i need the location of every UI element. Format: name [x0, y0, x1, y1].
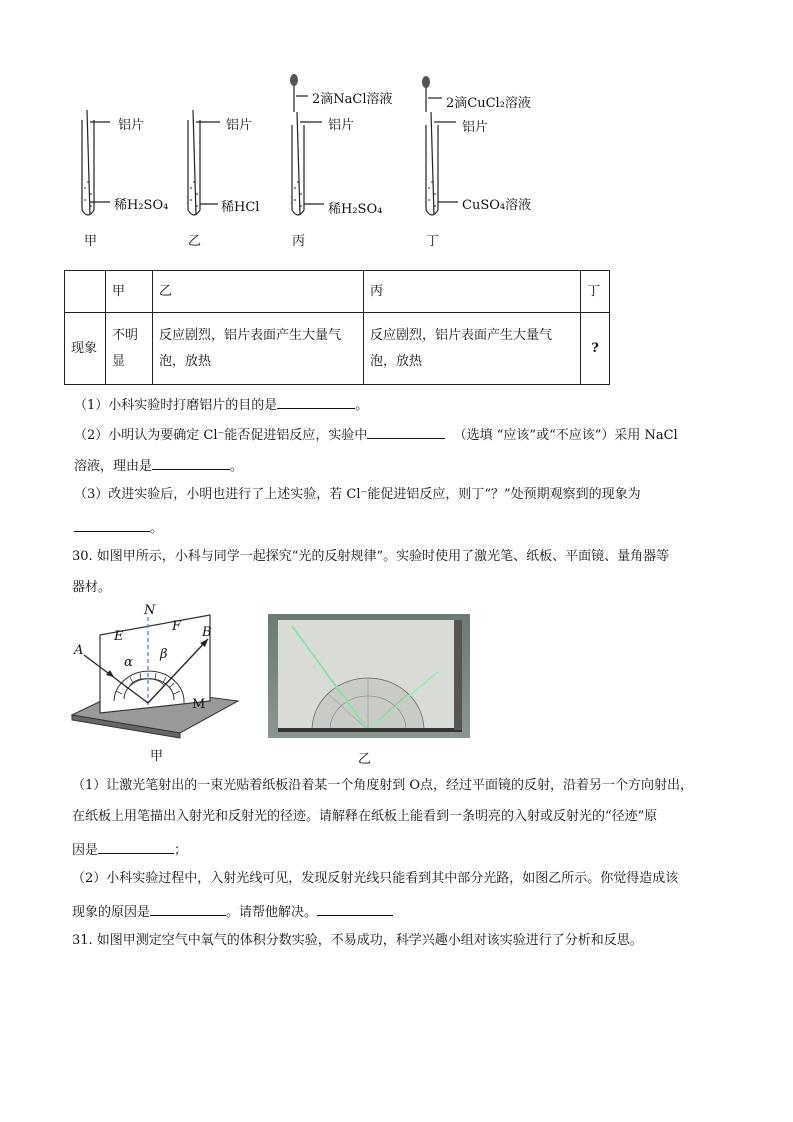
answer-blank[interactable]	[317, 902, 393, 916]
label-M: M	[192, 697, 206, 712]
table-cell: 不明显	[106, 313, 153, 385]
label-N: N	[144, 603, 156, 618]
q29-part2-end: 。	[230, 459, 244, 474]
q30-part1-text-c: 因是	[72, 843, 99, 858]
table-header-cell	[65, 271, 106, 313]
answer-blank[interactable]	[150, 902, 226, 916]
q30-intro-line1: 30. 如图甲所示，小科与同学一起探究“光的反射规律”。实验时使用了激光笔、纸板、平面镜、量角器等	[72, 549, 670, 564]
tube1-top-label: 铝片	[118, 118, 145, 133]
table-row	[65, 313, 610, 385]
tube1-tag: 甲	[84, 234, 98, 249]
q29-part3-text: （3）改进实验后，小明也进行了上述实验，若 Cl⁻能促进铝反应，则丁“？”处预期观察到的现象为	[74, 487, 641, 502]
label-A: A	[74, 643, 84, 658]
table-header-cell: 甲	[106, 271, 153, 313]
tube3-dropper-label: 2滴NaCl溶液	[312, 92, 393, 107]
table-cell: 反应剧烈，铝片表面产生大量气泡，放热	[153, 313, 364, 385]
label-B: B	[202, 625, 212, 640]
fig2-caption: 乙	[358, 752, 372, 767]
photo-image	[268, 614, 470, 738]
tube4-top-label: 铝片	[462, 120, 489, 135]
q30-part1-line1: （1）让激光笔射出的一束光贴着纸板沿着某一个角度射到 O点，经过平面镜的反射，沿着另一个方向射出，	[72, 778, 694, 793]
tube4-dropper-label: 2滴CuCl₂溶液	[446, 96, 531, 111]
q30-part1-line3	[72, 840, 187, 859]
label-beta: β	[160, 647, 168, 662]
tube3-tag: 丙	[292, 234, 306, 249]
table-header-cell: 丁	[581, 271, 610, 313]
fig1-caption: 甲	[150, 749, 164, 764]
table-header-cell: 丙	[364, 271, 581, 313]
tube2-bottom-label: 稀HCl	[221, 200, 260, 215]
q29-part2-cont	[74, 456, 243, 475]
answer-blank[interactable]	[74, 518, 150, 532]
tube4-tag: 丁	[426, 234, 440, 249]
q30-part2-line2	[72, 902, 393, 921]
tube2-top-label: 铝片	[226, 118, 253, 133]
q29-part3	[74, 487, 641, 503]
q29-part1-text: （1）小科实验时打磨铝片的目的是	[74, 398, 278, 413]
q30-part2-mid: 。请帮他解决。	[226, 905, 318, 920]
table-header-cell: 乙	[153, 271, 364, 313]
tube1-bottom-label: 稀H₂SO₄	[114, 198, 169, 213]
tube4-bottom-label: CuSO₄溶液	[462, 198, 532, 213]
row-label-cell: 现象	[65, 313, 106, 385]
table-cell: 反应剧烈，铝片表面产生大量气泡，放热	[364, 313, 581, 385]
table-cell: ?	[581, 313, 610, 385]
q30-intro-line2: 器材。	[72, 580, 112, 595]
answer-blank[interactable]	[367, 425, 445, 439]
q29-part1-end: 。	[355, 398, 369, 413]
answer-blank[interactable]	[277, 395, 355, 409]
tube3-top-label: 铝片	[328, 118, 355, 133]
photo-figure	[268, 614, 470, 767]
q30-part2-line1: （2）小科实验过程中，入射光线可见，发现反射光线只能看到其中部分光路，如图乙所示。你觉得造成该	[72, 871, 679, 886]
q31-intro: 31. 如图甲测定空气中氧气的体积分数实验，不易成功，科学兴趣小组对该实验进行了分析和反思。	[72, 933, 643, 948]
label-F: F	[172, 619, 182, 634]
q30-part1-line2: 在纸板上用笔描出入射光和反射光的径迹。请解释在纸板上能看到一条明亮的入射或反射光的“径迹”原	[72, 809, 658, 824]
answer-blank[interactable]	[98, 840, 174, 854]
mirror-figure	[70, 605, 250, 765]
q30-part1-end: ；	[174, 843, 188, 858]
q29-part2-text-c: 溶液，理由是	[74, 459, 153, 474]
q29-part2-text-a: （2）小明认为要确定 Cl⁻能否促进铝反应，实验中	[74, 428, 368, 443]
q29-part1	[74, 395, 368, 414]
answer-blank[interactable]	[152, 456, 230, 470]
label-E: E	[114, 629, 124, 644]
label-alpha: α	[124, 655, 133, 670]
results-table	[64, 270, 610, 385]
q29-part2-text-b: （选填 “应该”或“不应该”）采用 NaCl	[453, 428, 678, 443]
q29-part2	[74, 425, 678, 444]
q29-part3-cont	[74, 518, 163, 537]
test-tube-figure	[60, 70, 580, 255]
q30-part2-text-b: 现象的原因是	[72, 905, 151, 920]
mirror-drawing	[70, 605, 250, 765]
tube3-bottom-label: 稀H₂SO₄	[328, 202, 383, 217]
tube2-tag: 乙	[188, 234, 202, 249]
q29-part3-end: 。	[150, 521, 164, 536]
table-header-row	[65, 271, 610, 313]
